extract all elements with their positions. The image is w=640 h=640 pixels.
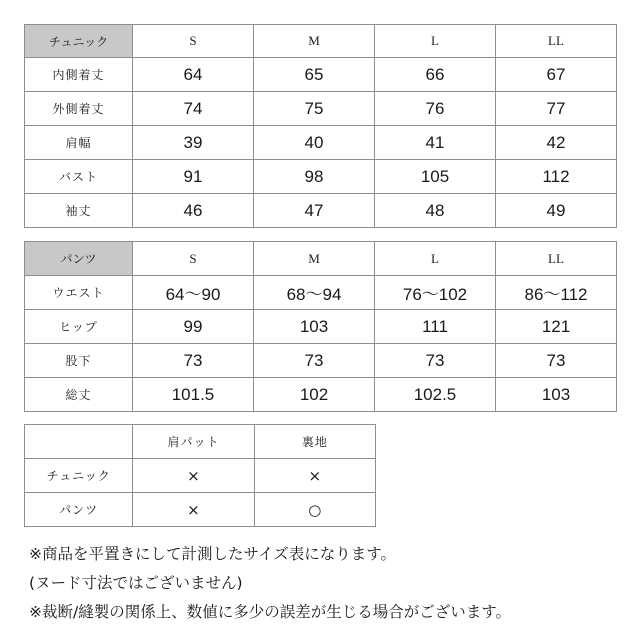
row-label: 肩幅: [25, 126, 133, 160]
pants-size-table: [24, 241, 617, 412]
row-label: 総丈: [25, 378, 133, 412]
cell-value: 73: [496, 344, 617, 378]
features-header-row: [25, 425, 376, 459]
cell-value: 73: [375, 344, 496, 378]
cell-value: 103: [254, 310, 375, 344]
cell-value: 74: [133, 92, 254, 126]
table-row: [25, 378, 617, 412]
features-corner: [25, 425, 133, 459]
circle-mark: ○: [254, 493, 375, 527]
header-shoulder-pad: 肩パット: [133, 425, 254, 459]
tunic-corner-label: チュニック: [25, 25, 133, 58]
cell-value: 64〜90: [133, 276, 254, 310]
row-label: 外側着丈: [25, 92, 133, 126]
cell-value: 76: [375, 92, 496, 126]
row-label: 袖丈: [25, 194, 133, 228]
notes-block: [29, 540, 637, 627]
size-header-s: S: [133, 25, 254, 58]
table-row: [25, 92, 617, 126]
cell-value: 48: [375, 194, 496, 228]
note-tolerance: ※裁断/縫製の関係上、数値に多少の誤差が生じる場合がございます。: [29, 603, 511, 621]
cell-value: 41: [375, 126, 496, 160]
row-label: ウエスト: [25, 276, 133, 310]
cell-value: 99: [133, 310, 254, 344]
size-header-ll: LL: [496, 25, 617, 58]
note-measurement: ※商品を平置きにして計測したサイズ表になります。: [29, 545, 397, 563]
table-row: [25, 344, 617, 378]
table-row: [25, 310, 617, 344]
cell-value: 98: [254, 160, 375, 194]
cell-value: 73: [254, 344, 375, 378]
cell-value: 49: [496, 194, 617, 228]
table-row: [25, 493, 376, 527]
cell-value: 75: [254, 92, 375, 126]
cell-value: 66: [375, 58, 496, 92]
cell-value: 102.5: [375, 378, 496, 412]
table-row: [25, 459, 376, 493]
size-header-s: S: [133, 242, 254, 276]
cell-value: 91: [133, 160, 254, 194]
cross-mark: ×: [254, 459, 375, 493]
cell-value: 65: [254, 58, 375, 92]
cell-value: 42: [496, 126, 617, 160]
cell-value: 76〜102: [375, 276, 496, 310]
cell-value: 102: [254, 378, 375, 412]
cross-mark: ×: [133, 459, 254, 493]
size-header-ll: LL: [496, 242, 617, 276]
table-row: [25, 194, 617, 228]
row-label: 内側着丈: [25, 58, 133, 92]
cell-value: 103: [496, 378, 617, 412]
features-table: [24, 424, 376, 527]
cell-value: 101.5: [133, 378, 254, 412]
cell-value: 40: [254, 126, 375, 160]
size-header-l: L: [375, 242, 496, 276]
header-lining: 裏地: [254, 425, 375, 459]
cell-value: 77: [496, 92, 617, 126]
row-label: 股下: [25, 344, 133, 378]
cell-value: 67: [496, 58, 617, 92]
cell-value: 86〜112: [496, 276, 617, 310]
row-label: パンツ: [25, 493, 133, 527]
cell-value: 111: [375, 310, 496, 344]
cross-mark: ×: [133, 493, 254, 527]
tunic-size-table: [24, 24, 617, 228]
row-label: チュニック: [25, 459, 133, 493]
pants-header-row: [25, 242, 617, 276]
size-header-m: M: [254, 242, 375, 276]
cell-value: 39: [133, 126, 254, 160]
tunic-header-row: [25, 25, 617, 58]
cell-value: 73: [133, 344, 254, 378]
cell-value: 47: [254, 194, 375, 228]
table-row: [25, 58, 617, 92]
cell-value: 46: [133, 194, 254, 228]
cell-value: 68〜94: [254, 276, 375, 310]
cell-value: 121: [496, 310, 617, 344]
row-label: バスト: [25, 160, 133, 194]
cell-value: 112: [496, 160, 617, 194]
table-row: [25, 276, 617, 310]
cell-value: 64: [133, 58, 254, 92]
pants-corner-label: パンツ: [25, 242, 133, 276]
note-not-body-size: (ヌード寸法ではございません): [29, 574, 243, 592]
cell-value: 105: [375, 160, 496, 194]
row-label: ヒップ: [25, 310, 133, 344]
size-header-m: M: [254, 25, 375, 58]
size-header-l: L: [375, 25, 496, 58]
table-row: [25, 160, 617, 194]
table-row: [25, 126, 617, 160]
